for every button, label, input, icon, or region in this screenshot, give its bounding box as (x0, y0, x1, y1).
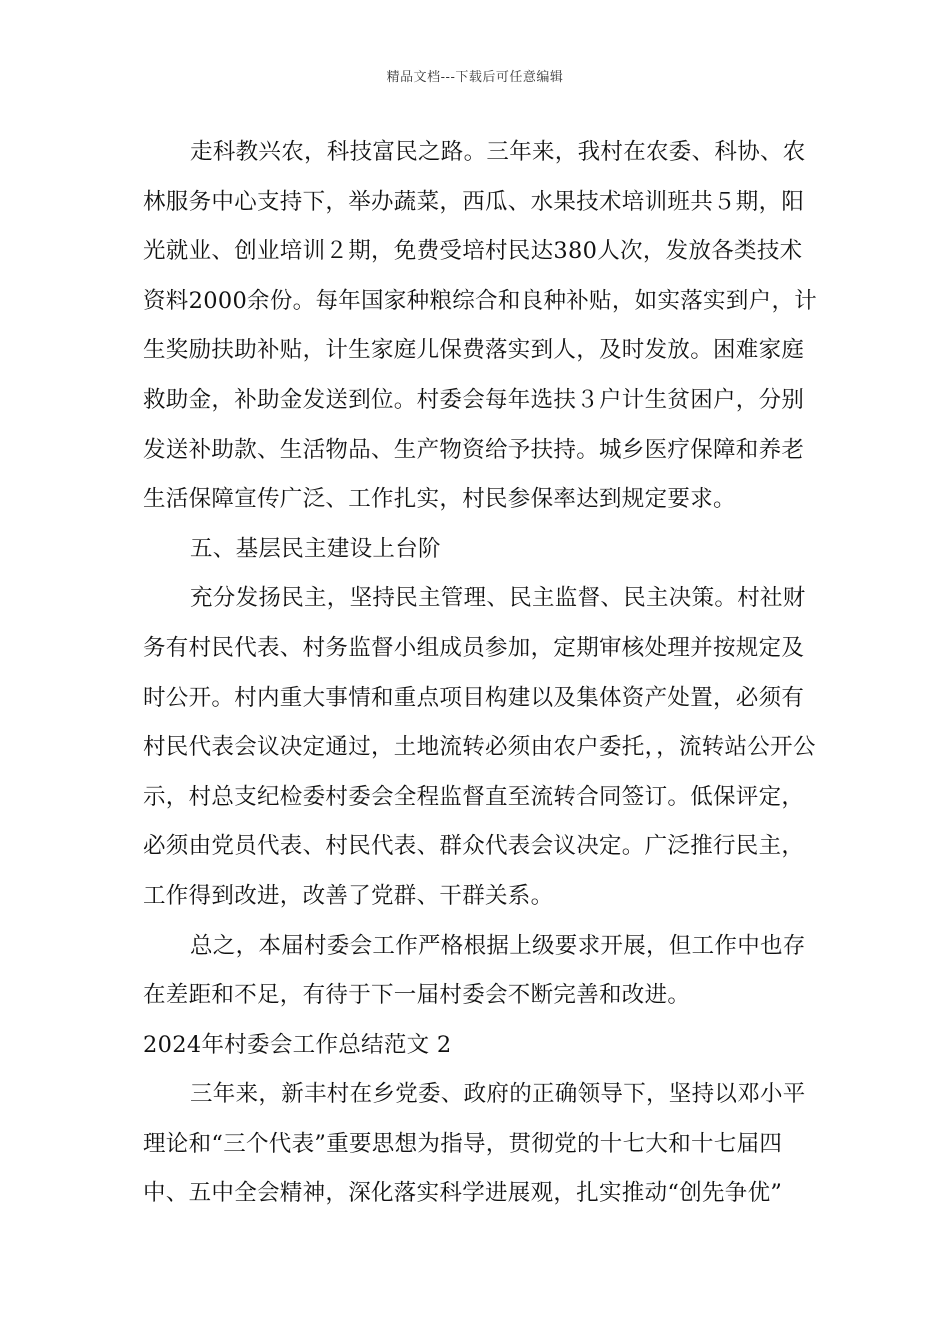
paragraph-conclusion: 总之，本届村委会工作严格根据上级要求开展，但工作中也存在差距和不足，有待于下一届村委会不断完善和改进。 (143, 932, 806, 1009)
paragraph-intro-2: 三年来，新丰村在乡党委、政府的正确领导下，坚持以邓小平理论和“三个代表”重要思想为指导，贯彻党的十七大和十七届四中、五中全会精神，深化落实科学进展观，扎实推动“创先争优” (143, 1081, 806, 1207)
paragraph-democracy: 充分发扬民主，坚持民主管理、民主监督、民主决策。村社财务有村民代表、村务监督小组成员参加，定期审核处理并按规定及时公开。村内重大事情和重点项目构建以及集体资产处置，必须有村民代表会议决定通过，土地流转必须由农户委托，，流转站公开公示，村总支纪检委村委会全程监督直至流转合同签订。低保评定，必须由党员代表、村民代表、群众代表会议决定。广泛推行民主，工作得到改进，改善了党群、干群关系。 (143, 585, 816, 909)
document-body (143, 128, 819, 1219)
page-header: 精品文档---下载后可任意编辑 (386, 70, 564, 85)
section-heading-democracy: 五、基层民主建设上台阶 (190, 535, 441, 562)
article-title-2: 2024年村委会工作总结范文 2 (143, 1031, 452, 1058)
paragraph-tech-agriculture: 走科教兴农，科技富民之路。三年来，我村在农委、科协、农林服务中心支持下，举办蔬菜，西瓜、水果技术培训班共５期，阳光就业、创业培训２期，免费受培村民达380人次，发放各类技术资料2000余份。每年国家种粮综合和良种补贴，如实落实到户，计生奖励扶助补贴，计生家庭儿保费落实到人，及时发放。困难家庭救助金，补助金发送到位。村委会每年选扶３户计生贫困户，分别发送补助款、生活物品、生产物资给予扶持。城乡医疗保障和养老生活保障宣传广泛、工作扎实，村民参保率达到规定要求。 (143, 139, 818, 513)
